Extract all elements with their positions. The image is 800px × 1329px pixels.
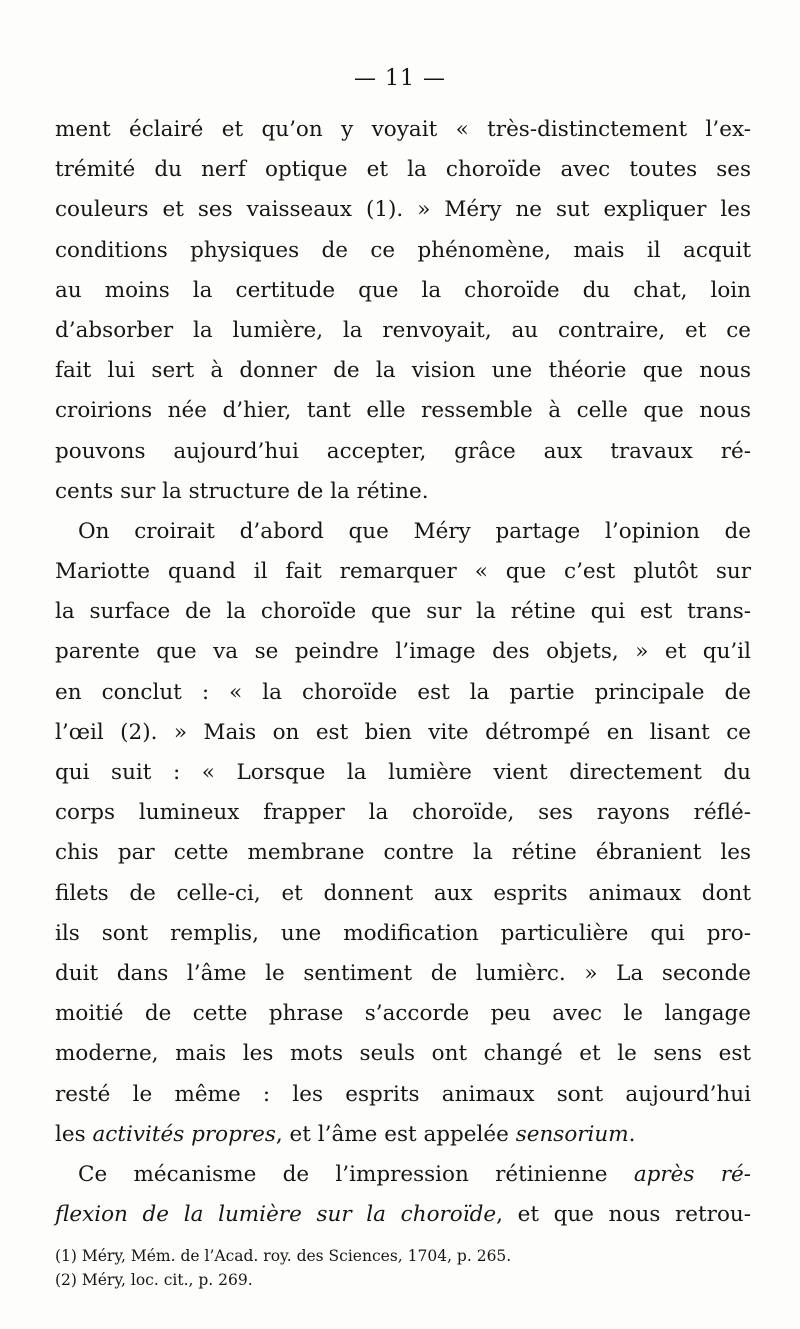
text-line: ment éclairé et qu’on y voyait « très-distinctement l’ex- [55, 117, 751, 142]
body-text [55, 110, 751, 1235]
text-line: l’œil (2). » Mais on est bien vite détrompé en lisant ce [55, 719, 751, 745]
text-line: croirions née d’hier, tant elle ressemble à celle que nous [55, 398, 751, 424]
text-run: . [628, 1121, 636, 1147]
text-line: filets de celle-ci, et donnent aux esprits animaux dont [55, 880, 751, 906]
text-line: duit dans l’âme le sentiment de lumièrc. » La seconde [55, 960, 751, 986]
text-line [55, 1115, 751, 1155]
text-run: Ce mécanisme de l’impression rétinienne [78, 1161, 634, 1187]
page-number: — 11 — [354, 66, 446, 91]
text-line: conditions physiques de ce phénomène, mais il acquit [55, 237, 751, 263]
text-line: On croirait d’abord que Méry partage l’opinion de [78, 518, 751, 544]
footnotes [55, 1244, 755, 1292]
italic-term: après ré- [633, 1161, 752, 1187]
text-line: Mariotte quand il fait remarquer « que c’est plutôt sur [55, 559, 751, 585]
text-run: , et l’âme est appelée [275, 1121, 516, 1147]
text-line: d’absorber la lumière, la renvoyait, au contraire, et ce [55, 317, 751, 343]
text-line: parente que va se peindre l’image des objets, » et qu’il [55, 639, 751, 665]
text-line: en conclut : « la choroïde est la partie principale de [55, 679, 751, 705]
text-line: la surface de la choroïde que sur la rétine qui est trans- [55, 599, 751, 625]
text-line: moderne, mais les mots seuls ont changé et le sens est [55, 1041, 751, 1067]
text-line: ils sont remplis, une modification particulière qui pro- [55, 920, 751, 946]
text-line: cents sur la structure de la rétine. [55, 478, 429, 504]
text-run: les [55, 1121, 93, 1147]
text-line: corps lumineux frapper la choroïde, ses rayons réflé- [55, 800, 751, 826]
text-line [55, 1195, 751, 1235]
footnote: (2) Méry, loc. cit., p. 269. [55, 1271, 253, 1289]
text-line: chis par cette membrane contre la rétine ébranient les [55, 840, 751, 866]
text-line: fait lui sert à donner de la vision une théorie que nous [55, 358, 751, 384]
text-line: au moins la certitude que la choroïde du chat, loin [55, 277, 751, 303]
text-line: pouvons aujourd’hui accepter, grâce aux travaux ré- [55, 438, 751, 464]
text-line [55, 1155, 751, 1195]
footnote: (1) Méry, Mém. de l’Acad. roy. des Sciences, 1704, p. 265. [55, 1247, 512, 1265]
text-run: , et que nous retrou- [496, 1202, 752, 1228]
text-line: qui suit : « Lorsque la lumière vient directement du [55, 760, 751, 785]
text-line: resté le même : les esprits animaux sont aujourd’hui [55, 1081, 751, 1107]
italic-term: flexion de la lumière sur la choroïde [55, 1202, 497, 1228]
text-line: trémité du nerf optique et la choroïde avec toutes ses [55, 157, 751, 183]
text-line: moitié de cette phrase s’accorde peu avec le langage [55, 1001, 751, 1027]
italic-term: activités propres [92, 1121, 276, 1147]
text-line: couleurs et ses vaisseaux (1). » Méry ne sut expliquer les [55, 197, 751, 223]
italic-term: sensorium [515, 1121, 629, 1147]
